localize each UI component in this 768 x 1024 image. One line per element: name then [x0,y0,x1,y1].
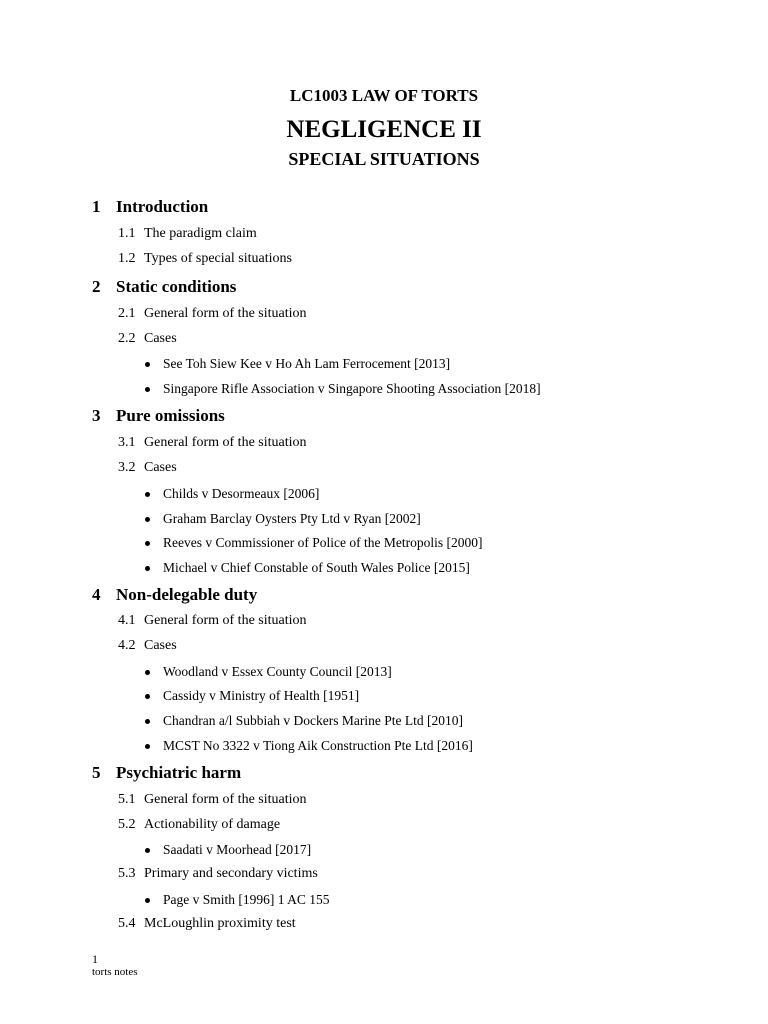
case-name: Singapore Rifle Association v Singapore Shooting Association [2018] [163,381,541,396]
case-item [145,356,450,372]
section-title: Psychiatric harm [116,763,242,782]
case-name: Saadati v Moorhead [2017] [163,842,312,857]
section-title: Pure omissions [116,406,225,425]
case-item [145,892,330,908]
subsection-number: 2.2 [118,331,136,346]
section-number: 4 [92,585,101,604]
subsection-number: 3.2 [118,460,136,475]
case-item [145,842,311,858]
subsection-title: General form of the situation [144,613,307,628]
bullet-icon [145,541,150,546]
case-item [145,664,392,680]
section-title: Introduction [116,197,209,216]
case-item [145,511,421,527]
subsection-title: General form of the situation [144,306,307,321]
case-name: Woodland v Essex County Council [2013] [163,664,392,679]
section-heading [92,277,236,297]
subsection-title: General form of the situation [144,792,307,807]
subsection [118,306,307,322]
section-heading [92,763,241,783]
subsection-number: 5.4 [118,916,136,931]
case-item [145,381,541,397]
section-number: 5 [92,763,101,782]
bullet-icon [145,670,150,675]
case-item [145,535,482,551]
bullet-icon [145,898,150,903]
subsection-title: Types of special situations [144,251,292,266]
bullet-icon [145,848,150,853]
page-number: 1 [92,952,98,966]
subsection-title: Actionability of damage [144,817,281,832]
subsection [118,817,280,833]
subsection-number: 5.2 [118,817,136,832]
bullet-icon [145,744,150,749]
case-name: Graham Barclay Oysters Pty Ltd v Ryan [2002] [163,511,421,526]
subsection-title: Cases [144,331,177,346]
bullet-icon [145,492,150,497]
subsection-number: 4.1 [118,613,136,628]
course-code: LC1003 LAW OF TORTS [289,86,479,105]
subsection-number: 3.1 [118,435,136,450]
case-item [145,738,473,754]
section-heading [92,585,257,605]
section-title: Non-delegable duty [116,585,258,604]
subsection-title: Cases [144,460,177,475]
footer-note: torts notes [92,966,138,978]
case-name: Reeves v Commissioner of Police of the Metropolis [2000] [163,535,483,550]
case-name: Childs v Desormeaux [2006] [163,486,320,501]
subsection-number: 4.2 [118,638,136,653]
bullet-icon [145,694,150,699]
subsection [118,638,177,654]
section-number: 1 [92,197,101,216]
case-name: Chandran a/l Subbiah v Dockers Marine Pte Ltd [2010] [163,713,463,728]
page-title: NEGLIGENCE II [286,116,482,143]
section-number: 3 [92,406,101,425]
subsection [118,792,307,808]
page-subtitle: SPECIAL SITUATIONS [288,149,480,169]
case-item [145,713,463,729]
subsection [118,866,318,882]
bullet-icon [145,517,150,522]
case-item [145,560,470,576]
section-title: Static conditions [116,277,237,296]
subsection-title: McLoughlin proximity test [144,916,296,931]
case-name: Page v Smith [1996] 1 AC 155 [163,892,330,907]
subsection-number: 2.1 [118,306,136,321]
subsection [118,460,177,476]
section-heading [92,406,225,426]
subsection-number: 1.1 [118,226,136,241]
bullet-icon [145,566,150,571]
case-name: MCST No 3322 v Tiong Aik Construction Pte Ltd [2016] [163,738,473,753]
bullet-icon [145,362,150,367]
bullet-icon [145,387,150,392]
subsection-title: Primary and secondary victims [144,866,318,881]
subsection-number: 5.1 [118,792,136,807]
subsection-number: 1.2 [118,251,136,266]
case-name: See Toh Siew Kee v Ho Ah Lam Ferrocement [2013] [163,356,451,371]
subsection-title: Cases [144,638,177,653]
subsection [118,916,296,932]
case-item [145,486,319,502]
case-name: Cassidy v Ministry of Health [1951] [163,688,360,703]
subsection-title: The paradigm claim [144,226,257,241]
subsection [118,613,307,629]
case-name: Michael v Chief Constable of South Wales Police [2015] [163,560,470,575]
section-heading [92,197,208,217]
subsection-title: General form of the situation [144,435,307,450]
case-item [145,688,359,704]
subsection-number: 5.3 [118,866,136,881]
subsection [118,226,257,242]
section-number: 2 [92,277,101,296]
subsection [118,435,307,451]
subsection [118,331,177,347]
bullet-icon [145,719,150,724]
subsection [118,251,292,267]
